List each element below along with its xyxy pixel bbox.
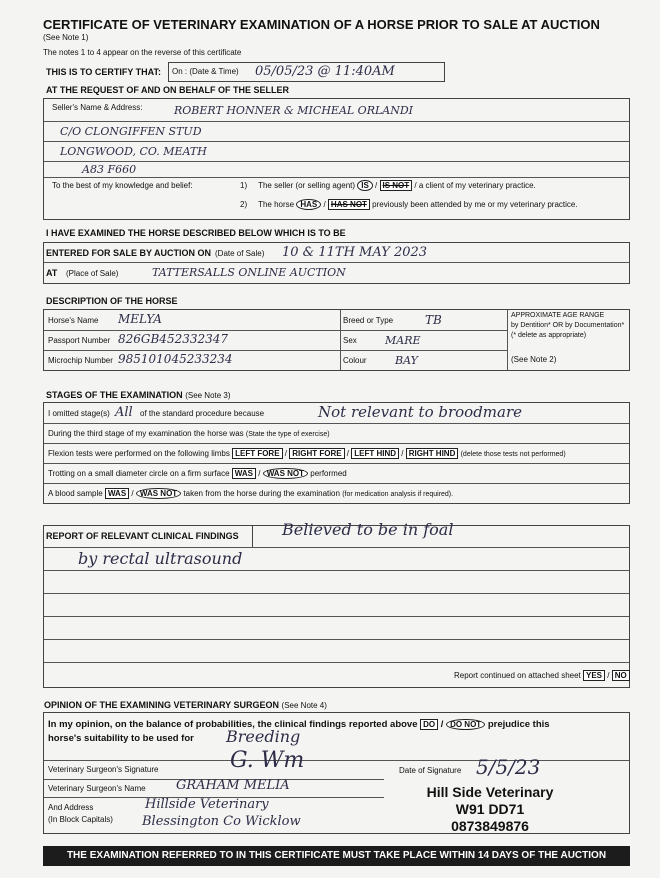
statement-2: 2) The horse HAS / HAS NOT previously been attended by me or my veterinary practice. (240, 200, 578, 209)
omitted-post: of the standard procedure because (140, 409, 265, 418)
opinion-use-value[interactable]: Breeding (226, 727, 301, 746)
flexion-row: Flexion tests were performed on the following limbs LEFT FORE / RIGHT FORE / LEFT HIND / RIGHT HIND (delete those tests not performed) (48, 449, 566, 458)
age-label-4: (See Note 2) (511, 355, 557, 364)
opinion-post: prejudice this (487, 719, 550, 730)
address-label-1: And Address (48, 803, 94, 812)
address-label (48, 802, 113, 826)
see-note-3: (See Note 3) (185, 391, 231, 400)
see-note-4: (See Note 4) (281, 701, 327, 710)
date-of-signature-label: Date of Signature (399, 766, 462, 775)
third-stage-note: (State the type of exercise) (245, 431, 330, 438)
flexion-text: Flexion tests were performed on the following limbs (48, 449, 230, 458)
k1-suffix: a client of my veterinary practice. (418, 181, 536, 190)
breed-value[interactable]: TB (425, 313, 442, 327)
vet-name-label: Veterinary Surgeon's Name (48, 784, 146, 793)
age-range-block (511, 311, 624, 341)
opinion-do-option[interactable]: DO (420, 719, 438, 730)
see-note-1: (See Note 1) (43, 33, 89, 42)
place-value[interactable]: TATTERSALLS ONLINE AUCTION (152, 266, 346, 279)
continued-no[interactable]: NO (612, 670, 630, 681)
blood-was-not-option[interactable]: WAS NOT (136, 488, 181, 499)
opinion-line-2: horse's suitability to be used for (48, 733, 194, 744)
passport-value[interactable]: 826GB452332347 (118, 332, 229, 346)
practice-stamp (420, 784, 560, 835)
stamp-line-3: 0873849876 (451, 818, 529, 834)
report-line-1[interactable]: Believed to be in foal (282, 520, 454, 539)
opinion-pre: In my opinion, on the balance of probabilities, the clinical findings reported above (48, 719, 418, 730)
opinion-do-not-option[interactable]: DO NOT (446, 719, 485, 730)
place-label: (Place of Sale) (66, 269, 119, 278)
third-stage-text: During the third stage of my examination the horse was (48, 429, 244, 438)
breed-label: Breed or Type (343, 316, 394, 325)
notes-text: The notes 1 to 4 appear on the reverse of this certificate (43, 48, 242, 57)
omitted-reason[interactable]: Not relevant to broodmare (318, 403, 523, 421)
stamp-line-1: Hill Side Veterinary (426, 784, 554, 800)
trot-text: Trotting on a small diameter circle on a firm surface (48, 469, 230, 478)
stamp-line-2: W91 DD71 (455, 801, 525, 817)
opinion-heading-row (44, 700, 327, 710)
horse-name-label: Horse's Name (48, 316, 99, 325)
opinion-heading: OPINION OF THE EXAMINING VETERINARY SURGEON (44, 700, 280, 710)
seller-line-2[interactable]: C/O CLONGIFFEN STUD (60, 125, 202, 138)
age-label-3: (* delete as appropriate) (511, 332, 587, 339)
examined-heading: I HAVE EXAMINED THE HORSE DESCRIBED BELOW WHICH IS TO BE (46, 228, 346, 238)
omitted-value[interactable]: All (115, 405, 133, 420)
omitted-pre: I omitted stage(s) (48, 409, 110, 418)
certificate-title: CERTIFICATE OF VETERINARY EXAMINATION OF A HORSE PRIOR TO SALE AT AUCTION (43, 17, 600, 32)
k1-prefix: The seller (or selling agent) (258, 181, 356, 190)
third-stage-row (48, 429, 330, 438)
opinion-line-1: In my opinion, on the balance of probabilities, the clinical findings reported above DO / DO NOT prejudice this (48, 719, 550, 730)
footer-banner: THE EXAMINATION REFERRED TO IN THIS CERTIFICATE MUST TAKE PLACE WITHIN 14 DAYS OF THE AUCTION (43, 846, 630, 866)
blood-row: A blood sample WAS / WAS NOT taken from the horse during the examination (for medication analysis if required). (48, 489, 454, 498)
colour-label: Colour (343, 356, 367, 365)
seller-line-3[interactable]: LONGWOOD, CO. MEATH (60, 145, 207, 158)
flexion-note: (delete those tests not performed) (460, 451, 566, 458)
knowledge-label: To the best of my knowledge and belief: (52, 181, 193, 190)
at-label: AT (46, 268, 58, 278)
k2-prefix: The horse (258, 200, 295, 209)
request-heading: AT THE REQUEST OF AND ON BEHALF OF THE SELLER (46, 85, 289, 95)
k2-has-option[interactable]: HAS (296, 199, 321, 210)
continued-row: Report continued on attached sheet YES / NO (454, 671, 630, 680)
seller-line-4[interactable]: A83 F660 (82, 163, 137, 176)
trot-was-not-option[interactable]: WAS NOT (263, 468, 308, 479)
sex-value[interactable]: MARE (385, 334, 421, 347)
limb-right-hind[interactable]: RIGHT HIND (406, 448, 459, 459)
k2-has-not-option[interactable]: HAS NOT (328, 199, 370, 210)
k2-suffix: previously been attended by me or my veterinary practice. (372, 200, 578, 209)
address-line-1[interactable]: Hillside Veterinary (145, 797, 269, 812)
k1-is-option[interactable]: IS (357, 180, 373, 191)
colour-value[interactable]: BAY (395, 354, 418, 367)
age-label-2: by Dentition* OR by Documentation* (511, 322, 625, 329)
stages-heading: STAGES OF THE EXAMINATION (46, 390, 183, 400)
microchip-value[interactable]: 985101045233234 (118, 352, 233, 366)
k2-number: 2) (240, 200, 248, 209)
date-of-sale-label: (Date of Sale) (215, 249, 265, 258)
k1-number: 1) (240, 181, 248, 190)
statement-1: 1) The seller (or selling agent) IS / IS NOT / a client of my veterinary practice. (240, 181, 536, 190)
description-heading: DESCRIPTION OF THE HORSE (46, 296, 178, 306)
seller-label: Seller's Name & Address: (52, 103, 143, 112)
continued-label: Report continued on attached sheet (454, 671, 581, 680)
date-of-sale-value[interactable]: 10 & 11TH MAY 2023 (282, 245, 428, 260)
trot-suffix: performed (310, 469, 347, 478)
blood-note: (for medication analysis if required). (342, 491, 454, 498)
address-label-2: (In Block Capitals) (48, 815, 113, 824)
continued-yes[interactable]: YES (583, 670, 605, 681)
report-heading: REPORT OF RELEVANT CLINICAL FINDINGS (46, 531, 239, 541)
date-time-value[interactable]: 05/05/23 @ 11:40AM (255, 64, 395, 79)
address-line-2[interactable]: Blessington Co Wicklow (142, 814, 301, 829)
date-of-signature-value[interactable]: 5/5/23 (476, 755, 541, 779)
microchip-label: Microchip Number (48, 356, 113, 365)
report-line-2[interactable]: by rectal ultrasound (78, 549, 243, 568)
blood-text: A blood sample (48, 489, 103, 498)
passport-label: Passport Number (48, 336, 111, 345)
limb-left-fore[interactable]: LEFT FORE (232, 448, 282, 459)
signature-label: Veterinary Surgeon's Signature (48, 765, 159, 774)
trot-was-option[interactable]: WAS (232, 468, 256, 479)
entered-label: ENTERED FOR SALE BY AUCTION ON (46, 248, 212, 258)
age-label-1: APPROXIMATE AGE RANGE (511, 312, 605, 319)
seller-line-1[interactable]: ROBERT HONNER & MICHEAL ORLANDI (174, 104, 414, 117)
k1-is-not-option[interactable]: IS NOT (380, 180, 413, 191)
blood-suffix: taken from the horse during the examination (183, 489, 340, 498)
limb-left-hind[interactable]: LEFT HIND (351, 448, 399, 459)
trot-row: Trotting on a small diameter circle on a firm surface WAS / WAS NOT performed (48, 469, 347, 478)
on-label: On : (Date & Time) (172, 67, 239, 76)
vet-name-value[interactable]: GRAHAM MELIA (176, 778, 290, 793)
certify-label: THIS IS TO CERTIFY THAT: (46, 67, 162, 77)
signature-value[interactable]: G. Wm (230, 748, 305, 773)
blood-was-option[interactable]: WAS (105, 488, 129, 499)
stages-heading-row (46, 390, 231, 400)
horse-name-value[interactable]: MELYA (118, 312, 162, 326)
sex-label: Sex (343, 336, 357, 345)
limb-right-fore[interactable]: RIGHT FORE (289, 448, 344, 459)
